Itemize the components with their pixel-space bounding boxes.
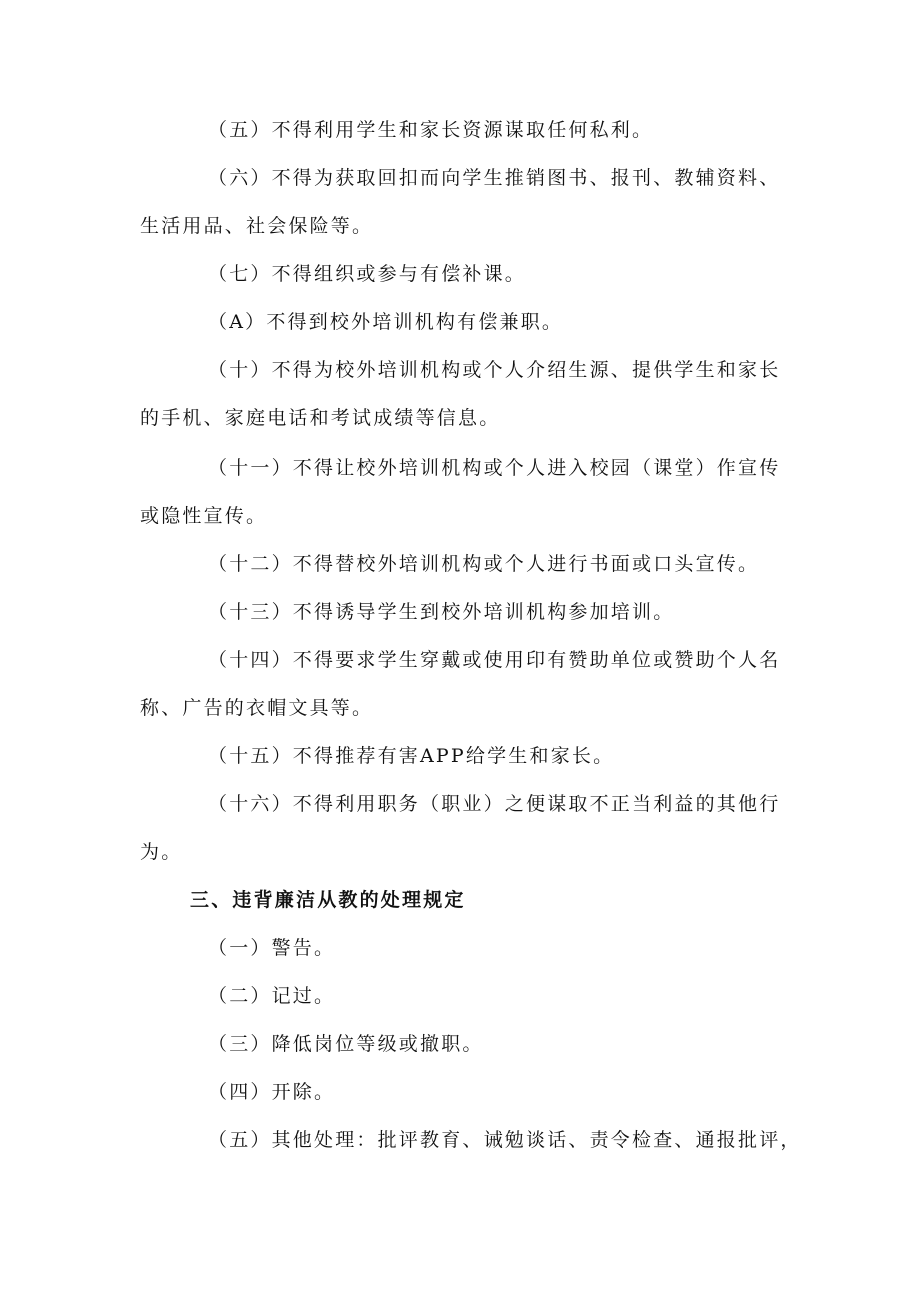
item-8: （A）不得到校外培训机构有偿兼职。 — [208, 311, 564, 333]
item-14-line-2: 称、广告的衣帽文具等。 — [140, 697, 374, 719]
item-16-line-2: 为。 — [140, 841, 183, 863]
penalty-demotion: （三）降低岗位等级或撤职。 — [208, 1033, 484, 1055]
item-11-line-1: （十一）不得让校外培训机构或个人进入校园（课堂）作宣传 — [208, 457, 781, 479]
item-6-line-2: 生活用品、社会保险等。 — [140, 215, 374, 237]
penalty-other: （五）其他处理：批评教育、诫勉谈话、责令检查、通报批评， — [208, 1129, 802, 1151]
penalty-dismissal: （四）开除。 — [208, 1081, 336, 1103]
section-3-heading: 三、违背廉洁从教的处理规定 — [190, 889, 466, 911]
item-12: （十二）不得替校外培训机构或个人进行书面或口头宣传。 — [208, 553, 760, 575]
penalty-warning: （一）警告。 — [208, 937, 336, 959]
item-5: （五）不得利用学生和家长资源谋取任何私利。 — [208, 119, 654, 141]
item-16-line-1: （十六）不得利用职务（职业）之便谋取不正当利益的其他行 — [208, 793, 781, 815]
item-14-line-1: （十四）不得要求学生穿戴或使用印有赞助单位或赞助个人名 — [208, 649, 781, 671]
item-11-line-2: 或隐性宣传。 — [140, 505, 268, 527]
item-7: （七）不得组织或参与有偿补课。 — [208, 263, 527, 285]
item-15: （十五）不得推荐有害APP给学生和家长。 — [208, 745, 615, 767]
penalty-demerit: （二）记过。 — [208, 985, 336, 1007]
item-10-line-1: （十）不得为校外培训机构或个人介绍生源、提供学生和家长 — [208, 359, 781, 381]
item-6-line-1: （六）不得为获取回扣而向学生推销图书、报刊、教辅资料、 — [208, 167, 781, 189]
item-13: （十三）不得诱导学生到校外培训机构参加培训。 — [208, 601, 675, 623]
item-10-line-2: 的手机、家庭电话和考试成绩等信息。 — [140, 407, 501, 429]
